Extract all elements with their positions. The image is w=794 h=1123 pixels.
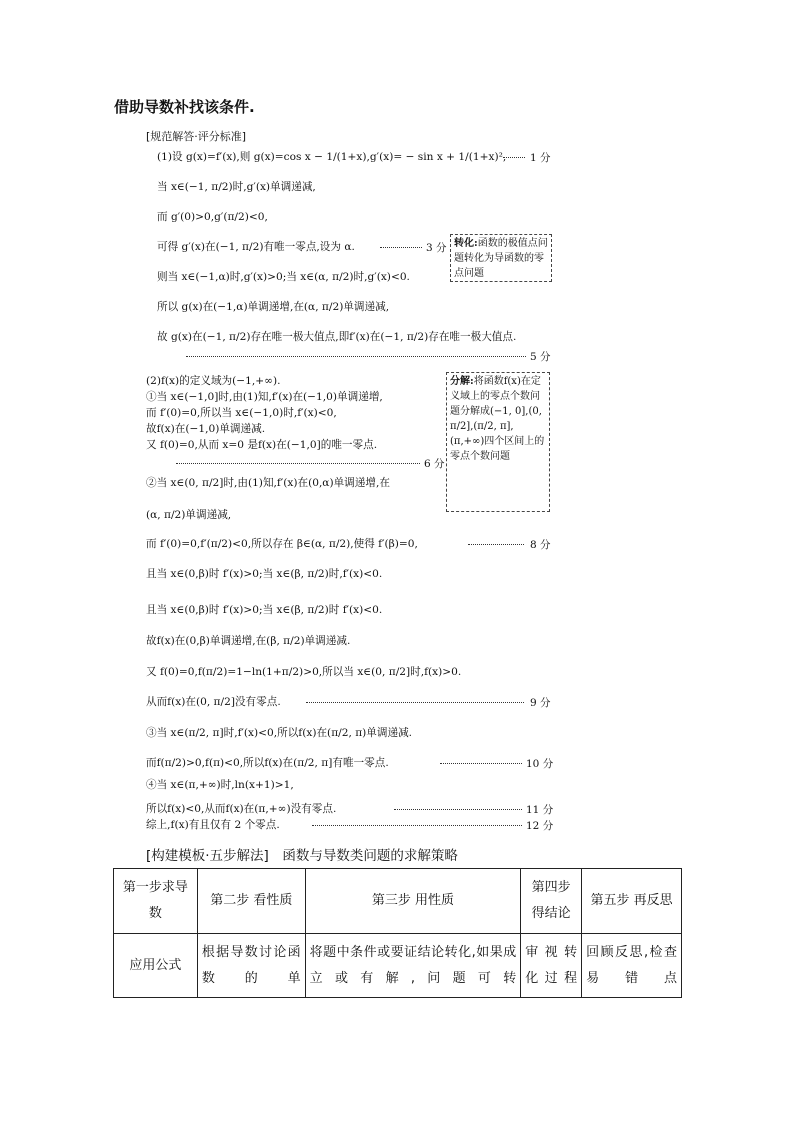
note-conversion-label: 转化: xyxy=(454,238,478,249)
solution-line: (2)f(x)的定义域为(−1,+∞). xyxy=(146,375,281,387)
solution-line: 故 g(x)在(−1, π/2)存在唯一极大值点,即f′(x)在(−1, π/2)存在唯一极大值点. xyxy=(157,331,517,343)
score-mark: 6 分 xyxy=(424,458,445,470)
table-header-cell: 第二步 看性质 xyxy=(197,869,305,934)
solution-line: ④当 x∈(π,+∞)时,ln(x+1)>1, xyxy=(146,779,294,791)
solution-line: 从而f(x)在(0, π/2]没有零点. xyxy=(146,696,281,708)
score-leader xyxy=(380,247,422,248)
table-cell: 将题中条件或要证结论转化,如果成立或有解,问题可转 xyxy=(305,934,521,998)
score-mark: 3 分 xyxy=(426,242,447,254)
note-decomposition xyxy=(446,372,550,512)
score-leader xyxy=(306,702,524,703)
note-conversion xyxy=(450,234,552,282)
score-leader xyxy=(176,463,420,464)
score-leader xyxy=(503,157,525,158)
subheading: [规范解答·评分标准] xyxy=(146,130,247,143)
table-cell: 回顾反思,检查易错点 xyxy=(582,934,682,998)
solution-line: 而f(π/2)>0,f(π)<0,所以f(x)在(π/2, π]有唯一零点. xyxy=(146,757,389,769)
intro-text: 借助导数补找该条件. xyxy=(114,98,255,116)
solution-line: 所以 g(x)在(−1,α)单调递增,在(α, π/2)单调递减, xyxy=(157,301,390,313)
solution-line: ③当 x∈(π/2, π]时,f′(x)<0,所以f(x)在(π/2, π)单调递减. xyxy=(146,727,413,739)
solution-line: 又 f(0)=0,从而 x=0 是f(x)在(−1,0]的唯一零点. xyxy=(146,439,378,451)
solution-line: (1)设 g(x)=f′(x),则 g(x)=cos x − 1/(1+x),g′(x)= − sin x + 1/(1+x)², xyxy=(157,151,507,163)
solution-line: ①当 x∈(−1,0]时,由(1)知,f′(x)在(−1,0)单调递增, xyxy=(146,391,383,403)
solution-line: ②当 x∈(0, π/2]时,由(1)知,f′(x)在(0,α)单调递增,在 xyxy=(146,477,390,489)
score-leader xyxy=(468,544,524,545)
score-mark: 12 分 xyxy=(526,820,554,832)
solution-line: 故f(x)在(0,β)单调递增,在(β, π/2)单调递减. xyxy=(146,635,351,647)
solution-line: 可得 g′(x)在(−1, π/2)有唯一零点,设为 α. xyxy=(157,241,355,253)
table-header-cell: 第三步 用性质 xyxy=(305,869,521,934)
solution-line: 且当 x∈(0,β)时 f′(x)>0;当 x∈(β, π/2)时 f′(x)<0. xyxy=(146,604,383,616)
score-mark: 8 分 xyxy=(530,539,551,551)
note-decomposition-text: 将函数f(x)在定义域上的零点个数问题分解成(−1, 0],(0, π/2],(π/2, π],(π,+∞)四个区间上的零点个数问题 xyxy=(450,376,545,462)
solution-line: 当 x∈(−1, π/2)时,g′(x)单调递减, xyxy=(157,181,316,193)
section-title: [构建模板·五步解法] 函数与导数类问题的求解策略 xyxy=(146,848,458,864)
score-mark: 1 分 xyxy=(530,152,551,164)
solution-line: 所以f(x)<0,从而f(x)在(π,+∞)没有零点. xyxy=(146,803,337,815)
score-leader xyxy=(186,356,526,357)
solution-line: 而 f′(0)=0,所以当 x∈(−1,0)时,f′(x)<0, xyxy=(146,407,337,419)
score-mark: 9 分 xyxy=(530,697,551,709)
score-leader xyxy=(440,763,522,764)
solution-line: 而 g′(0)>0,g′(π/2)<0, xyxy=(157,211,268,223)
score-mark: 10 分 xyxy=(526,758,554,770)
solution-line: 又 f(0)=0,f(π/2)=1−ln(1+π/2)>0,所以当 x∈(0, π/2]时,f(x)>0. xyxy=(146,666,462,678)
table-header-row xyxy=(114,869,682,934)
table-header-cell: 第一步求导数 xyxy=(114,869,198,934)
score-leader xyxy=(394,809,522,810)
solution-line: 而 f′(0)=0,f′(π/2)<0,所以存在 β∈(α, π/2),使得 f′(β)=0, xyxy=(146,538,418,550)
solution-line: 综上,f(x)有且仅有 2 个零点. xyxy=(146,819,280,831)
table-cell: 审视转化过程 xyxy=(521,934,582,998)
solution-line: (α, π/2)单调递减, xyxy=(146,509,232,521)
note-conversion-text: 函数的极值点问题转化为导函数的零点问题 xyxy=(454,238,548,279)
score-leader xyxy=(312,825,522,826)
score-mark: 11 分 xyxy=(526,804,554,816)
note-decomposition-label: 分解: xyxy=(450,376,474,387)
table-header-cell: 第五步 再反思 xyxy=(582,869,682,934)
table-cell: 根据导数讨论函数的单 xyxy=(197,934,305,998)
table-header-cell: 第四步得结论 xyxy=(521,869,582,934)
solution-line: 故f(x)在(−1,0)单调递减. xyxy=(146,423,266,435)
table-row xyxy=(114,934,682,998)
solution-line: 且当 x∈(0,β)时 f′(x)>0;当 x∈(β, π/2)时,f′(x)<0. xyxy=(146,568,383,580)
strategy-table xyxy=(113,868,682,998)
solution-line: 则当 x∈(−1,α)时,g′(x)>0;当 x∈(α, π/2)时,g′(x)<0. xyxy=(157,271,410,283)
table-cell: 应用公式 xyxy=(114,934,198,998)
score-mark: 5 分 xyxy=(530,351,551,363)
